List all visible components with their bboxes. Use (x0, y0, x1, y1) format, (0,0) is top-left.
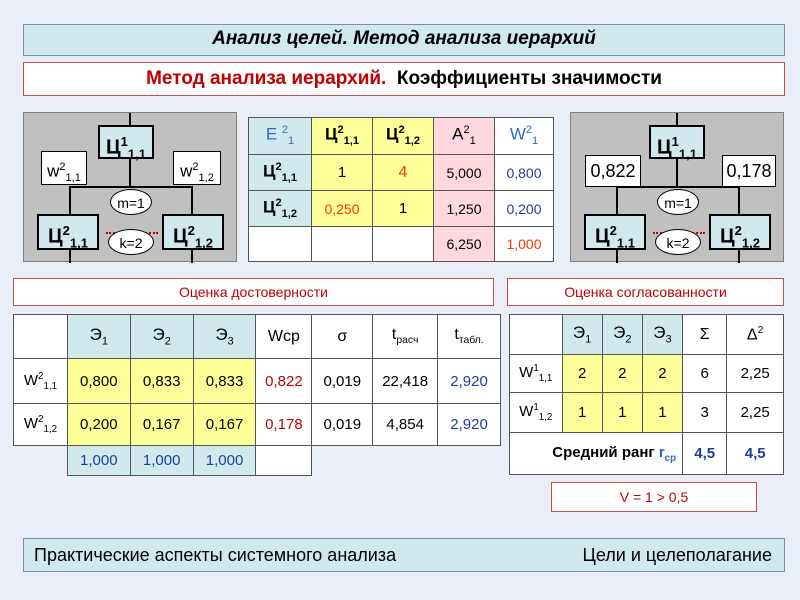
left-tree-bottom-right-node: $Ц^2_{1,2}$ (162, 214, 224, 250)
reliability-cell: 0,019 (312, 359, 373, 404)
reliability-cell: 2,920 (438, 359, 501, 404)
reliability-cell: 0,167 (130, 404, 193, 446)
reliability-header-cell: $Э_2$ (130, 315, 193, 359)
reliability-header-cell: σ (312, 315, 373, 359)
right-tree-m-oval: m=1 (657, 189, 699, 215)
matrix-cell: 0,800 (495, 155, 554, 191)
consistency-table (509, 314, 784, 475)
reliability-row-label: $W^2_{1,1}$ (14, 359, 68, 404)
matrix-header-cell: $A^2_1$ (434, 118, 495, 155)
matrix-cell: 5,000 (434, 155, 495, 191)
right-hierarchy-panel (570, 112, 784, 262)
right-tree-weight-left: 0,822 (585, 155, 641, 187)
consistency-row-label: $W^1_{1,1}$ (510, 355, 563, 393)
matrix-row-label: $Ц^2_{1,1}$ (249, 155, 312, 191)
left-tree-weight-left: $w^2_{1,1}$ (41, 151, 87, 185)
slide-subtitle (23, 62, 785, 96)
left-tree-k-oval: k=2 (108, 229, 154, 255)
right-tree-bottom-left-node: $Ц^2_{1,1}$ (584, 214, 646, 250)
left-tree-m-oval: m=1 (110, 189, 152, 215)
reliability-total-cell: 1,000 (130, 446, 193, 476)
reliability-cell: 4,854 (373, 404, 438, 446)
matrix-row-label: $Ц^2_{1,2}$ (249, 191, 312, 227)
subtitle-red-part: Метод анализа иерархий. (146, 68, 387, 89)
reliability-row-label: $W^2_{1,2}$ (14, 404, 68, 446)
reliability-header-cell: $t_{расч}$ (373, 315, 438, 359)
matrix-cell: 1 (373, 191, 434, 227)
matrix-cell: 0,200 (495, 191, 554, 227)
reliability-cell: 22,418 (373, 359, 438, 404)
reliability-total-cell: 1,000 (67, 446, 130, 476)
average-rank-value: 4,5 (683, 433, 727, 475)
reliability-table (13, 314, 501, 476)
reliability-header: Оценка достоверности (13, 278, 494, 306)
matrix-cell: 0,250 (312, 191, 373, 227)
matrix-cell (249, 227, 312, 262)
consistency-cell: 1 (642, 393, 682, 433)
reliability-cell: 0,200 (67, 404, 130, 446)
right-tree-k-oval: k=2 (655, 229, 701, 255)
right-tree-top-node: $Ц^1_{1,1}$ (649, 125, 705, 159)
reliability-cell: 0,019 (312, 404, 373, 446)
matrix-cell: 1,250 (434, 191, 495, 227)
average-rank-value: 4,5 (727, 433, 784, 475)
matrix-cell: 1 (312, 155, 373, 191)
reliability-cell: 0,800 (67, 359, 130, 404)
consistency-header-cell: $Э_3$ (642, 315, 682, 355)
consistency-header-cell: Σ (683, 315, 727, 355)
footer-left-text: Практические аспекты системного анализа (34, 545, 397, 565)
consistency-cell: 2 (562, 355, 602, 393)
reliability-cell: 0,833 (193, 359, 256, 404)
matrix-header-cell: $Ц^2_{1,2}$ (373, 118, 434, 155)
reliability-total-cell: 1,000 (193, 446, 256, 476)
consistency-cell: 2,25 (727, 355, 784, 393)
concordance-result: V = 1 > 0,5 (551, 482, 757, 512)
subtitle-black-part: Коэффициенты значимости (396, 68, 662, 89)
consistency-header-cell: $\Delta^2$ (727, 315, 784, 355)
consistency-cell: 3 (683, 393, 727, 433)
reliability-empty-cell (256, 446, 312, 476)
consistency-header-cell: $Э_1$ (562, 315, 602, 355)
matrix-header-cell: $Ц^2_{1,1}$ (312, 118, 373, 155)
comparison-matrix (248, 117, 554, 262)
matrix-header-cell: E $^2_1$ (249, 118, 312, 155)
matrix-sum-cell: 6,250 (434, 227, 495, 262)
reliability-header-cell: $Э_1$ (67, 315, 130, 359)
reliability-header-cell: $Э_3$ (193, 315, 256, 359)
matrix-sum-cell: 1,000 (495, 227, 554, 262)
left-hierarchy-panel (23, 112, 237, 262)
footer-right-text: Цели и целеполагание (582, 545, 772, 565)
left-tree-weight-right: $w^2_{1,2}$ (173, 151, 221, 185)
reliability-cell: 0,833 (130, 359, 193, 404)
average-rank-label: Средний ранг $r_{ср}$ (510, 433, 683, 475)
matrix-header-cell: $W^2_1$ (495, 118, 554, 155)
matrix-cell (312, 227, 373, 262)
reliability-corner-cell (14, 315, 68, 359)
consistency-corner-cell (510, 315, 563, 355)
reliability-cell: 0,167 (193, 404, 256, 446)
reliability-cell: 0,822 (256, 359, 312, 404)
matrix-cell (373, 227, 434, 262)
consistency-cell: 2 (642, 355, 682, 393)
consistency-row-label: $W^1_{1,2}$ (510, 393, 563, 433)
reliability-header-cell: Wср (256, 315, 312, 359)
consistency-cell: 2,25 (727, 393, 784, 433)
right-tree-bottom-right-node: $Ц^2_{1,2}$ (709, 214, 771, 250)
slide-title-text: Анализ целей. Метод анализа иерархий (212, 28, 596, 49)
left-tree-bottom-left-node: $Ц^2_{1,1}$ (37, 214, 99, 250)
reliability-header-cell: $t_{табл.}$ (438, 315, 501, 359)
consistency-cell: 2 (602, 355, 642, 393)
footer-bar (23, 538, 785, 572)
reliability-cell: 0,178 (256, 404, 312, 446)
reliability-cell: 2,920 (438, 404, 501, 446)
consistency-cell: 1 (562, 393, 602, 433)
matrix-cell: 4 (373, 155, 434, 191)
consistency-cell: 1 (602, 393, 642, 433)
right-tree-weight-right: 0,178 (722, 155, 776, 187)
consistency-cell: 6 (683, 355, 727, 393)
consistency-header-cell: $Э_2$ (602, 315, 642, 355)
consistency-header: Оценка согласованности (507, 278, 784, 306)
left-tree-top-node: $Ц^1_{1,1}$ (98, 125, 154, 159)
slide-title (23, 24, 785, 56)
